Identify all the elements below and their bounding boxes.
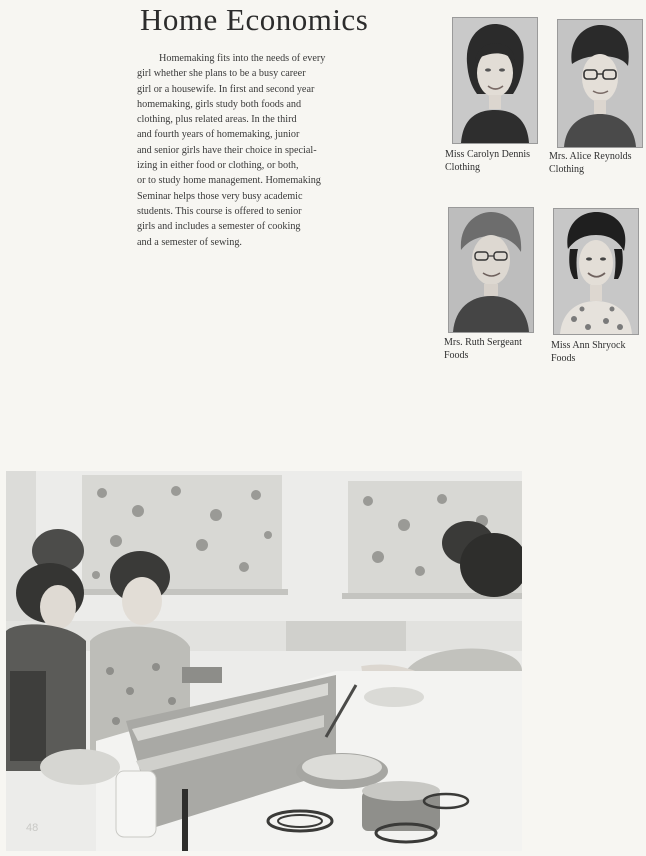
portrait-photo [557,19,643,148]
intro-line: girls and includes a semester of cooking [137,221,301,233]
intro-line: clothing, plus related areas. In the third [137,114,297,126]
faculty-subject: Clothing [445,162,481,173]
intro-line: girl whether she plans to be a busy career [137,68,306,80]
faculty-subject: Foods [551,353,576,364]
portrait-photo [452,17,538,144]
intro-line: homemaking, girls study both foods and [137,98,302,110]
intro-line: Seminar helps those very busy academic [137,190,303,202]
faculty-caption [551,339,625,365]
classroom-kitchen-photo [6,471,522,851]
intro-line: izing in either food or clothing, or both, [137,160,299,172]
intro-line: and fourth years of homemaking, junior [137,129,300,141]
intro-line: Homemaking fits into the needs of every [159,53,326,64]
intro-line: or to study home management. Homemaking [137,175,321,187]
intro-line: and senior girls have their choice in special- [137,144,317,156]
faculty-subject: Foods [444,350,469,361]
faculty-caption [549,150,632,176]
faculty-name: Miss Carolyn Dennis [445,149,530,160]
faculty-caption [444,336,522,362]
intro-paragraph [137,51,365,250]
intro-line: and a semester of sewing. [137,236,242,248]
faculty-name: Mrs. Alice Reynolds [549,151,632,162]
page-number: 48 [26,822,39,834]
faculty-name: Miss Ann Shryock [551,340,626,351]
faculty-caption [445,148,530,174]
faculty-subject: Clothing [549,164,585,175]
intro-line: girl or a housewife. In first and second year [137,83,315,95]
faculty-name: Mrs. Ruth Sergeant [444,337,522,348]
portrait-photo [553,208,639,335]
portrait-photo [448,207,534,333]
intro-line: students. This course is offered to senior [137,205,302,217]
page-title: Home Economics [140,2,369,37]
